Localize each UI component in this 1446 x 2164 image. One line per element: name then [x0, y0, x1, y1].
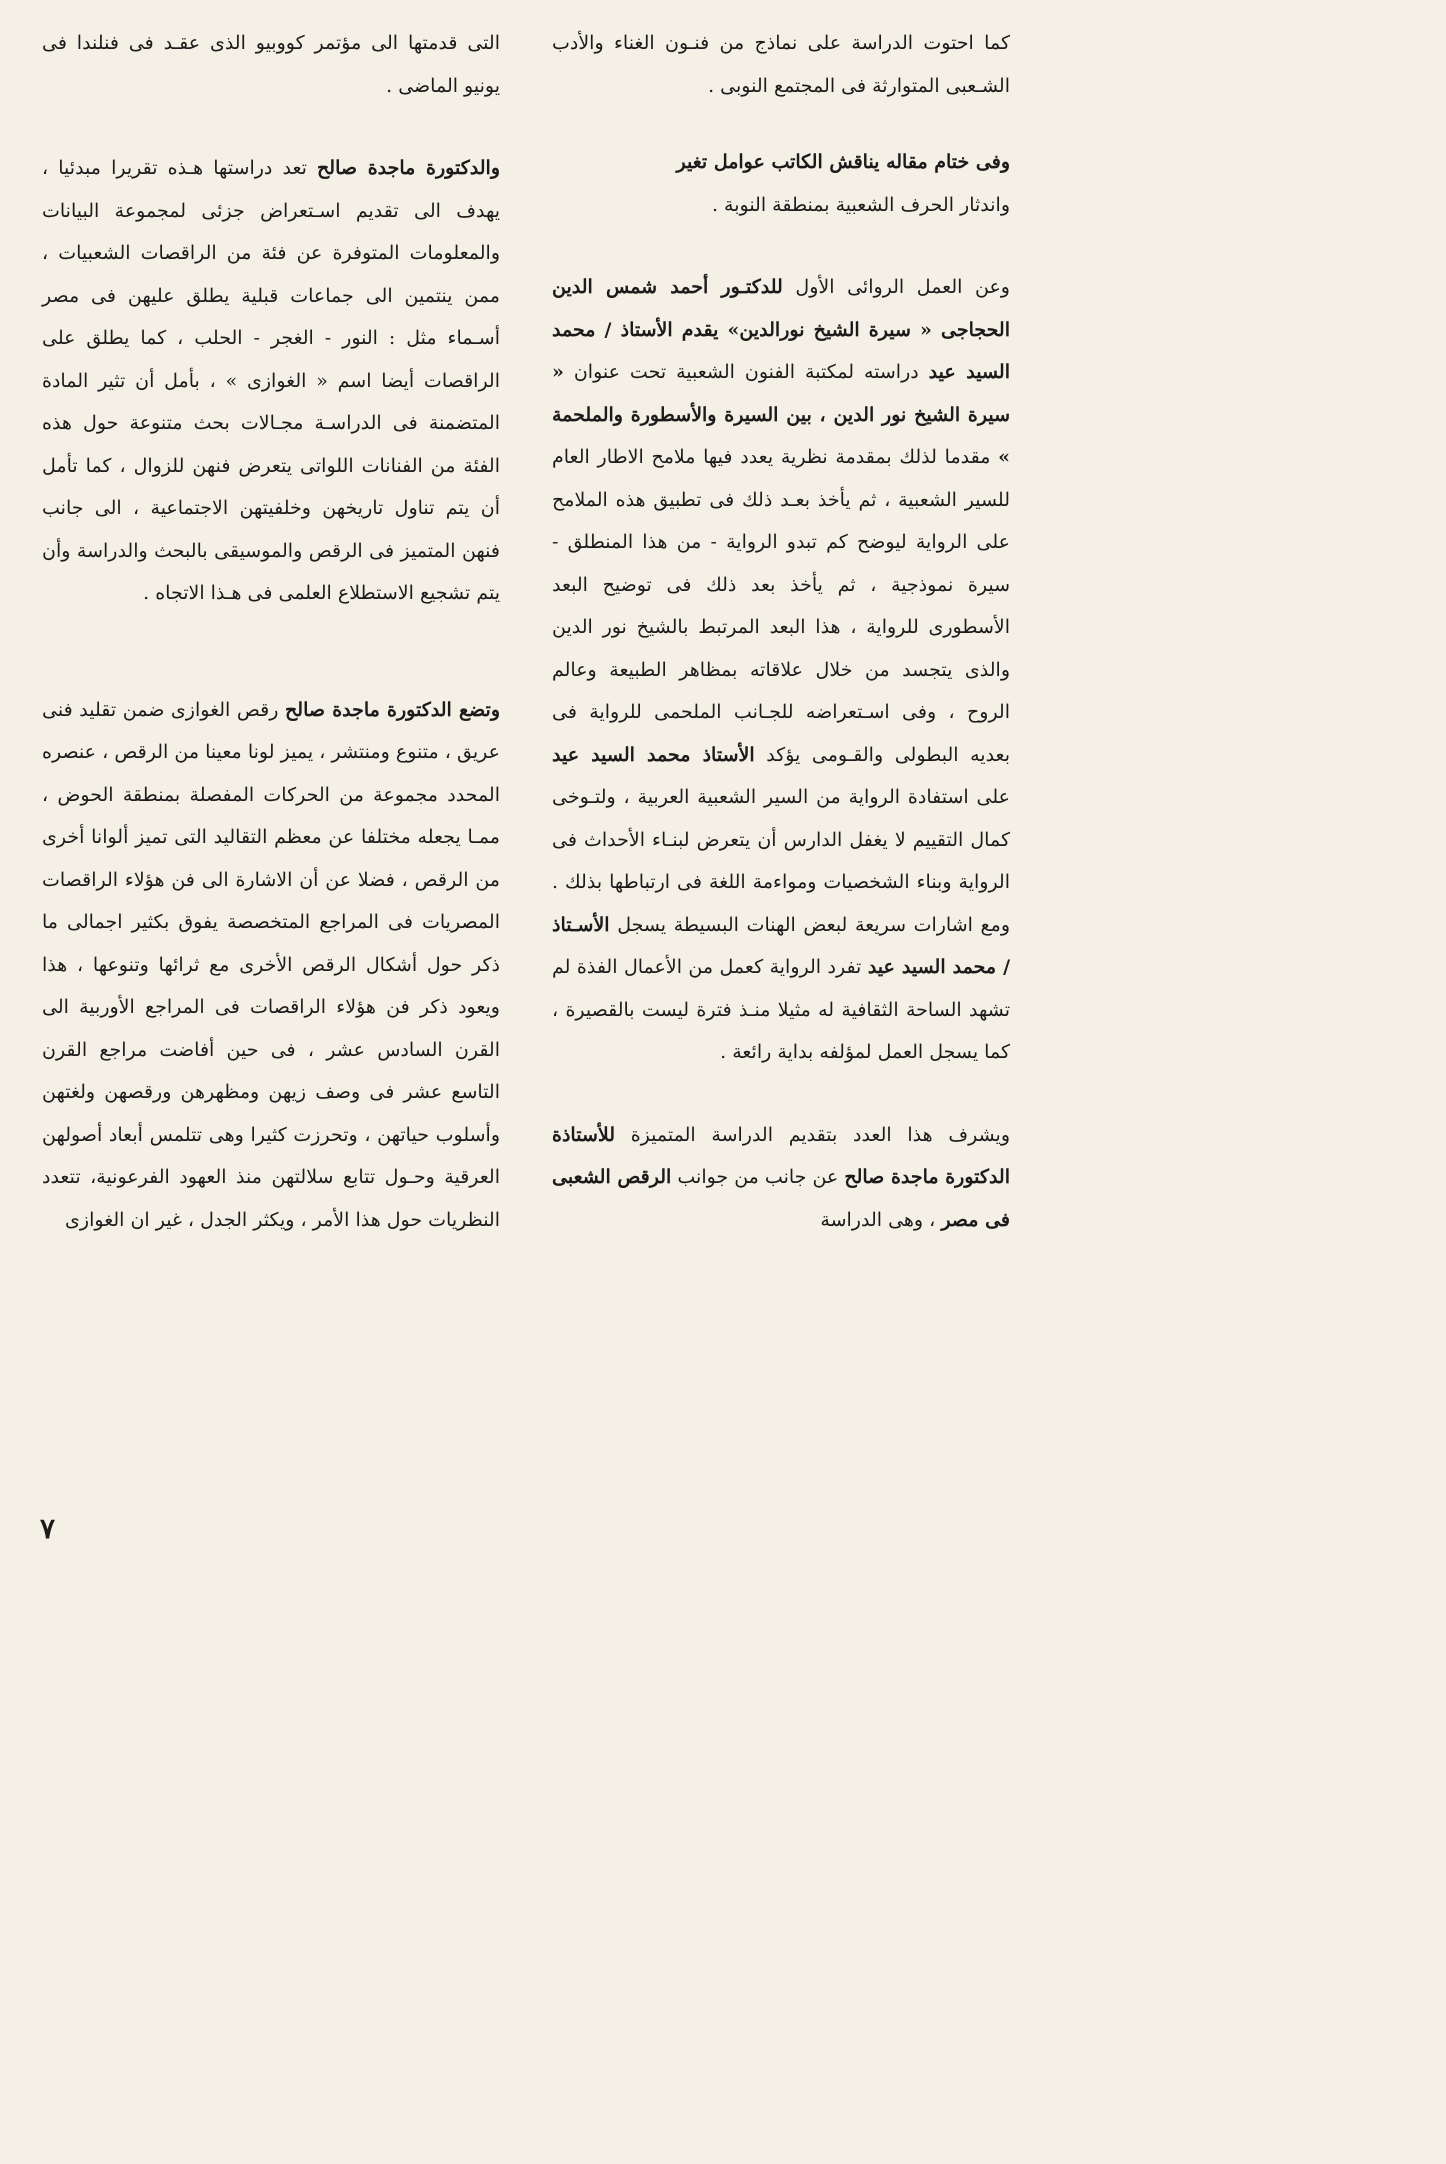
paragraph-text: على استفادة الرواية من السير الشعبية العربية ، ولتـوخى كمال التقييم لا يغفل الدارس أن يتعرض لبنـاء الأحداث فى الرواية وبناء الشخصيات ومواءمة اللغة فى ارتباطها بذلك . ومع اشارات سريعة لبعض الهنات البسيطة يسجل: [552, 786, 1010, 936]
bold-text: الرقص الشعبى فى مصر: [552, 1166, 1010, 1231]
paragraph-text: واندثار الحرف الشعبية بمنطقة النوبة .: [711, 193, 1010, 216]
right-column: [552, 22, 1010, 1241]
paragraph-text: التى قدمتها الى مؤتمر كووبيو الذى عقـد فى فنلندا فى يونيو الماضى .: [42, 32, 500, 97]
left-column: [42, 22, 500, 1241]
page-number: ٧: [40, 1512, 56, 1545]
bold-text: الأسـتاذ / محمد السيد عيد: [552, 913, 1011, 978]
paragraph-text: كما احتوت الدراسة على نماذج من فنـون الغناء والأدب الشـعبى المتوارثة فى المجتمع النوبى .: [552, 32, 1010, 97]
paragraph-nubian-arts: [552, 22, 1010, 107]
paragraph-text: دراسته لمكتبة الفنون الشعبية تحت عنوان: [573, 361, 919, 383]
bold-text: والدكتورة ماجدة صالح: [317, 157, 500, 179]
bold-text: للدكتـور أحمد شمس الدين الحجاجى « سيرة الشيخ نورالدين» يقدم الأستاذ / محمد السيد عيد: [552, 276, 1010, 383]
bold-text: وفى ختام مقاله يناقش الكاتب عوامل تغير: [676, 151, 1010, 173]
paragraph-crafts: [552, 141, 1010, 226]
bold-text: وتضع الدكتورة ماجدة صالح: [285, 698, 500, 721]
bold-text: للأستاذة الدكتورة ماجدة صالح: [552, 1123, 1010, 1188]
paragraph-conference: [42, 22, 500, 107]
paragraph-text: مقدما لذلك بمقدمة نظرية يعدد فيها ملامح الاطار العام للسير الشعبية ، ثم يأخذ بعـد ذلك فى تطبيق هذه الملامح على الرواية ليوضح كم تبدو الرواية - من هذا المنطلق - سيرة نموذجية ، ثم يأخذ بعد ذلك فى توضيح البعد الأسطورى للرواية ، هذا البعد المرتبط بالشيخ نور الدين والذى يتجسد من خلال علاقاته بمظاهر الطبيعة وعالم الروح ، وفى اسـتعراضه للجـانب الملحمى للرواية فى بعديه البطولى والقـومى يؤكد: [552, 446, 1011, 766]
paragraph-text: رقص الغوازى ضمن تقليد فنى عريق ، متنوع ومنتشر ، يميز لونا معينا من الرقص ، عنصره المحدد مجموعة من الحركات المفصلة بمنطقة الحوض ، ممـا يجعله مختلفا عن معظم التقاليد التى تميز ألوانا أخرى من الرقص ، فضلا عن أن الاشارة الى فن هؤلاء الراقصات المصريات فى المراجع المتخصصة يفوق بكثير اجمالى ما ذكر حول أشكال الرقص الأخرى مع ثرائها وتنوعها ، هذا ويعود ذكر فن هؤلاء الراقصات فى المراجع الأوربية الى القرن السادس عشر ، فى حين أفاضت مراجع القرن التاسع عشر فى وصف زيهن ومظهرهن ورقصهن ولغتهن وأسلوب حياتهن ، وتحرزت كثيرا وهى تتلمس أبعاد أصولهن العرقية وحـول تتابع سلالتهن منذ العهود الفرعونية، تتعدد النظريات حول هذا الأمر ، ويكثر الجدل ، غير ان الغوازى: [42, 698, 500, 1231]
paragraph-text: تعد دراستها هـذه تقريرا مبدئيا ، يهدف الى تقديم اسـتعراض جزئى لمجموعة البيانات والمعلومات المتوفرة عن فئة من الراقصات الشعبيات ، ممن ينتمين الى جماعات قبلية يطلق عليهن فى مصر أسـماء مثل : النور - الغجر - الحلب ، كما يطلق على الراقصات أيضا اسم « الغوازى » ، بأمل أن تثير المادة المتضمنة فى الدراسـة مجـالات بحث متنوعة حول هذه الفئة من الفنانات اللواتى يتعرض فنهن للزوال ، كما تأمل أن يتم تناول تاريخهن وخلفيتهن الاجتماعية ، الى جانب فنهن المتميز فى الرقص والموسيقى بالبحث والدراسة وأن يتم تشجيع الاستطلاع العلمى فى هـذا الاتجاه .: [42, 157, 500, 604]
paragraph-text: ، وهى الدراسة: [820, 1208, 936, 1231]
paragraph-text: ويشرف هذا العدد بتقديم الدراسة المتميزة: [630, 1123, 1010, 1146]
bold-text: « سيرة الشيخ نور الدين ، بين السيرة والأسطورة والملحمة »: [552, 361, 1010, 468]
paragraph-ghawazi-dance: [42, 689, 500, 1242]
bold-text: الأستاذ محمد السيد عيد: [552, 743, 755, 766]
paragraph-ghawazi-report: [42, 147, 500, 615]
paragraph-text: عن جانب من جوانب: [677, 1166, 839, 1188]
paragraph-dance-study: [552, 1114, 1010, 1242]
paragraph-text: وعن العمل الروائى الأول: [795, 276, 1010, 298]
paragraph-text: تفرد الرواية كعمل من الأعمال الفذة لم تشهد الساحة الثقافية له مثيلا منـذ فترة ليست بالقصيرة ، كما يسجل العمل لمؤلفه بداية رائعة .: [552, 956, 1010, 1063]
paragraph-novel-review: [552, 266, 1010, 1074]
